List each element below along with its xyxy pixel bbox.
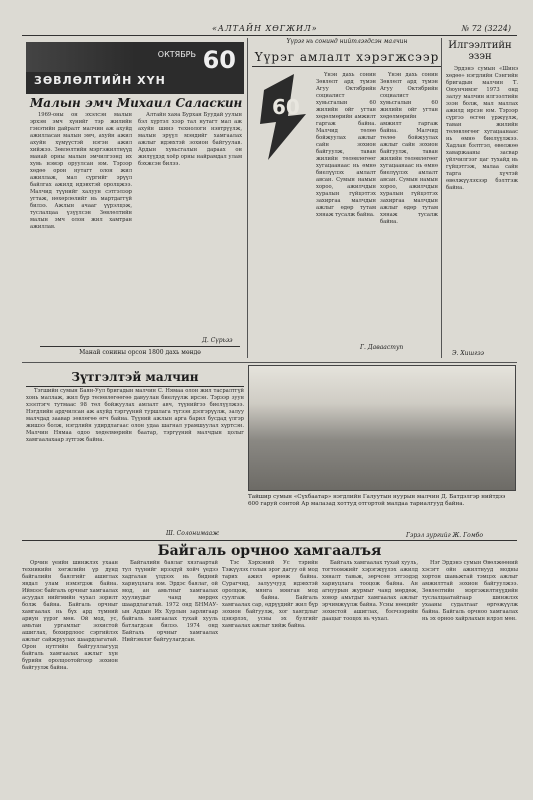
herdsman-title: Зүтгэлтэй малчин bbox=[26, 370, 244, 387]
column-divider bbox=[247, 38, 248, 358]
left-article-body2: Алтайн хаяа Бурхан Буудай уулын бэл хүртэл хээр тал нутагт мал аж ахуйн шинэ технологи нэвтрүүлж, малын эрүүл мэндийг хамгаалах ажлыг идэвхтэй зохион байгуулав. Ардын хувьсгалын дараах он жилүүдэд хоёр орны найрамдал улам бэхжсэн билээ. bbox=[138, 112, 242, 167]
herd-photo bbox=[248, 365, 516, 491]
bottom-col1 bbox=[22, 560, 118, 792]
center-col1 bbox=[316, 72, 376, 342]
bottom-col2 bbox=[122, 560, 218, 792]
right-title: Илгээлтийн эзэн bbox=[448, 40, 512, 62]
bottom-col1-text: Орчин үеийн шинжлэх ухаан техникийн хөгжлийн үр дүнд байгалийн баялгийг ашиглах явдал улам нэмэгдэж байна. Иймээс байгаль орчныг хамгаалах асуудал нийгмийн чухал зорилт болж байна. Байгаль орчныг хамгаалах нь бүх ард түмний ариун үүрэг мөн. Ой мод, ус, амьтан ургамлыг зохистой ашиглах, бохирдлоос сэргийлэх ажлыг сайжруулах шаардлагатай. Орон нутгийн байгууллагууд байгаль хамгаалах ажлыг хүн бүрийн оролцоотойгоор зохион байгуулж байна. bbox=[22, 560, 118, 671]
banner-year: 60 bbox=[202, 46, 236, 74]
anniversary-emblem bbox=[254, 70, 312, 162]
center-title: Үүрэг амлалт хэрэгжсээр bbox=[252, 50, 442, 67]
bottom-col3 bbox=[222, 560, 318, 792]
banner-illustration bbox=[26, 42, 136, 72]
section-divider bbox=[22, 362, 517, 363]
center-signature: Г. Давааступ bbox=[360, 344, 404, 351]
left-article-body: 1969-оны он эхэлсэн малын эрхэм эмч хүнийг тэр жилийн гэнэтийн дайралт малчин аж ахуйд ажилласан малын эмч, ахуйн ажил ахуйн хүмүүстэй нэгэн ажил хийжээ. Зөвлөлтийн мэргэжилтнүүд манай орны малын эмчилгээнд их хувь нэмэр оруулсан юм. Тэрээр хөдөө орон нутагт олон жил ажиллаж, мал сүргийг эрүүл байлгах ажилд идэвхтэй оролцжээ. Малчид түүнийг халуун сэтгэлээр угтаж, нөхөрлөлийг нь мартдаггүй билээ. Ажлын ачааг үүрэлцэж, туслалцаа үзүүлсэн Зөвлөлтийн малын эмч олон жил хамтран ажиллав. bbox=[30, 112, 132, 230]
right-col bbox=[446, 66, 518, 342]
bottom-col5-text: Нэг Эрдэнэ сумын Өвөлжөөний хэсэгт ойн ажилтнууд модны хортон шавьжтай тэмцэх ажлыг амжилттай зохион байгуулжээ. Зөвлөлтийн мэргэжилтнүүдийн туслалцаатайгаар шинжлэх ухааны судалгааг өргөжүүлж байна. Байгаль орчноо хамгаалах нь эх орноо хайрлахын илрэл мөн. bbox=[422, 560, 518, 622]
center-subhead: Үүрэг нь сонинд нийтлэгдсэн малчин bbox=[286, 38, 408, 45]
left-caption: Манай сонины орсон 1800 дахь мөндө bbox=[40, 346, 240, 356]
photo-credit: Гэрэл зургийг Ж. Гомбо bbox=[406, 532, 483, 539]
photo-caption: Тайшир сумын «Сүхбаатар» нэгдлийн Галуутын нуурын малчин Д. Батдэлгэр нийтдээ 600 гаруй сонтой Ар малазад хоттуд отгортой малдаа тариалгууд байна. bbox=[248, 494, 506, 507]
herdsman-col bbox=[26, 388, 244, 530]
left-article-col1 bbox=[30, 112, 132, 334]
bottom-title: Байгаль орчноо хамгаалъя bbox=[22, 540, 517, 559]
bottom-col3-text: Тэс Хэрхэний Ус тэрийн Тэжүүлэх голын эрэг дагуу ой мод тарих ажил өрнөж байна. Сурагчид, залуучууд идэвхтэй оролцож, мянга мянган мод суулгаж байна. Байгаль хамгаалах сар, өдрүүдийг жил бүр зохион байгуулж, хог хаягдлыг цэвэрлэх, усны эх булгийг хамгаалах ажлыг хийж байна. bbox=[222, 560, 318, 629]
right-body: Эрдэнэ сумын «Шинэ хөдөө» нэгдлийн Сэнгийн бригадын малчин Т. Оюунчимэг 1973 онд залуу малчин илгээлтийн эзэн болж, мал маллах ажилд ирсэн юм. Тэрээр сүргээ өсгөн үржүүлж, таван жилийн төлөвлөгөөг хугацаанаас нь өмнө биелүүлжээ. Хадлан бэлтгэл, өвөлжөө хаваржааны засвар үйлчилгээг цаг тухайд нь гүйцэтгэж, малаа сайн тарга хүчтэй өвөлжүүлэхээр бэлтгэж байна. bbox=[446, 66, 518, 191]
herdsman-body: Тэгшийн сумын Баян-Уул бригадын малчин С. Нямаа олон жил тасралтгүй хонь маллаж, жил бүр төлөвлөгөөгөө давуулан биелүүлж ирсэн. Тэрээр зуун хээлтэгч тутмаас 98 төл бойжуулах амлалт авч, түүнийгээ биелүүлжээ. Нэгдлийн ардчилсан аж ахуйд тэргүүний туршлага түгээн дэлгэрүүлж, залуу малчдад заавар зөвлөгөө өгч байна. Түүний ажлын арга барил бусдад үлгэр жишээ болж, нэгдлийн удирдлагаас олон удаа шагнал урамшуулал хүртсэн. Малчин Нямаа одоо хөдөлмөрийн баатар, тэргүүний малчдын цолыг хамгаалахаар зүтгэж байна. bbox=[26, 388, 244, 443]
herdsman-signature: Ш. Солонимааж bbox=[166, 530, 220, 537]
left-article-col2 bbox=[138, 112, 242, 334]
center-body-cont: Үнэн дахь сонин Зөвлөлт ард түмэн Агуу Октябрийн социалист хувьсгалын 60 жилийн ойг угтан хөдөлмөрийн амжилт гаргаж байна. Малчид төлөө бойжуулах ажлыг сайн зохион байгуулж, таван жилийн төлөвлөгөөг хугацаанаас нь өмнө биелүүлэх амлалт авсан. Сумын намын хороо, ажилчдын хуралын гүйцэтгэх захиргаа малчдын ажлыг өдөр тутам хянаж тусалж байна. bbox=[380, 72, 438, 225]
banner-month: ОКТЯБРЬ bbox=[157, 50, 196, 59]
left-signature: Д. Сүрьээ bbox=[202, 337, 233, 344]
bottom-col2-text: Байгалийн баялаг хязгаартай тул түүнийг ирээдүй хойч үедээ хадгалан үлдээх нь бидний хариуцлага юм. Эрдэс баялаг, ой мод, ан амьтныг хамгаалах хуулиудыг чанд мөрдөх шаардлагатай. 1972 онд БНМАУ-ын Ардын Их Хурлын зарлигаар байгаль хамгаалах тухай хууль батлагдсан билээ. 1974 онд Байгаль орчныг хамгаалах Нийгэмлэг байгуулагдсан. bbox=[122, 560, 218, 643]
bottom-col4 bbox=[322, 560, 418, 792]
paper-name: «АЛТАЙН ХӨГЖИЛ» bbox=[212, 24, 318, 33]
column-divider bbox=[441, 38, 442, 358]
left-headline: Малын эмч Михаил Саласкин bbox=[30, 96, 243, 110]
right-credit: Э. Хишгээ bbox=[452, 350, 484, 357]
bottom-col5 bbox=[422, 560, 518, 792]
emblem-number: 60 bbox=[272, 95, 300, 119]
masthead bbox=[22, 22, 517, 36]
bottom-col4-text: Байгаль хамгаалах тухай хууль, тогтоомжийг хэрэгжүүлэх ажилд хяналт тавьж, зөрчсөн этгээдэд хариуцлага тооцож байна. Ан агнуурын журмыг чанд мөрдөж, ховор амьтдыг хамгаалах ажлыг эрчимжүүлж байна. Усны нөөцийг зохистой ашиглах, бэлчээрийн даацыг тооцох нь чухал. bbox=[322, 560, 418, 622]
banner-title: ЗӨВЛӨЛТИЙН ХҮН bbox=[34, 74, 166, 87]
issue-number: № 72 (3224) bbox=[461, 24, 511, 33]
anniversary-banner bbox=[26, 42, 244, 94]
center-col2 bbox=[380, 72, 438, 342]
center-body: Үнэн дахь сонин Зөвлөлт ард түмэн Агуу Октябрийн социалист хувьсгалын 60 жилийн ойг угтан хөдөлмөрийн амжилт гаргаж байна. Малчид төлөө бойжуулах ажлыг сайн зохион байгуулж, таван жилийн төлөвлөгөөг хугацаанаас нь өмнө биелүүлэх амлалт авсан. Сумын намын хороо, ажилчдын хуралын гүйцэтгэх захиргаа малчдын ажлыг өдөр тутам хянаж тусалж байна. bbox=[316, 72, 376, 218]
